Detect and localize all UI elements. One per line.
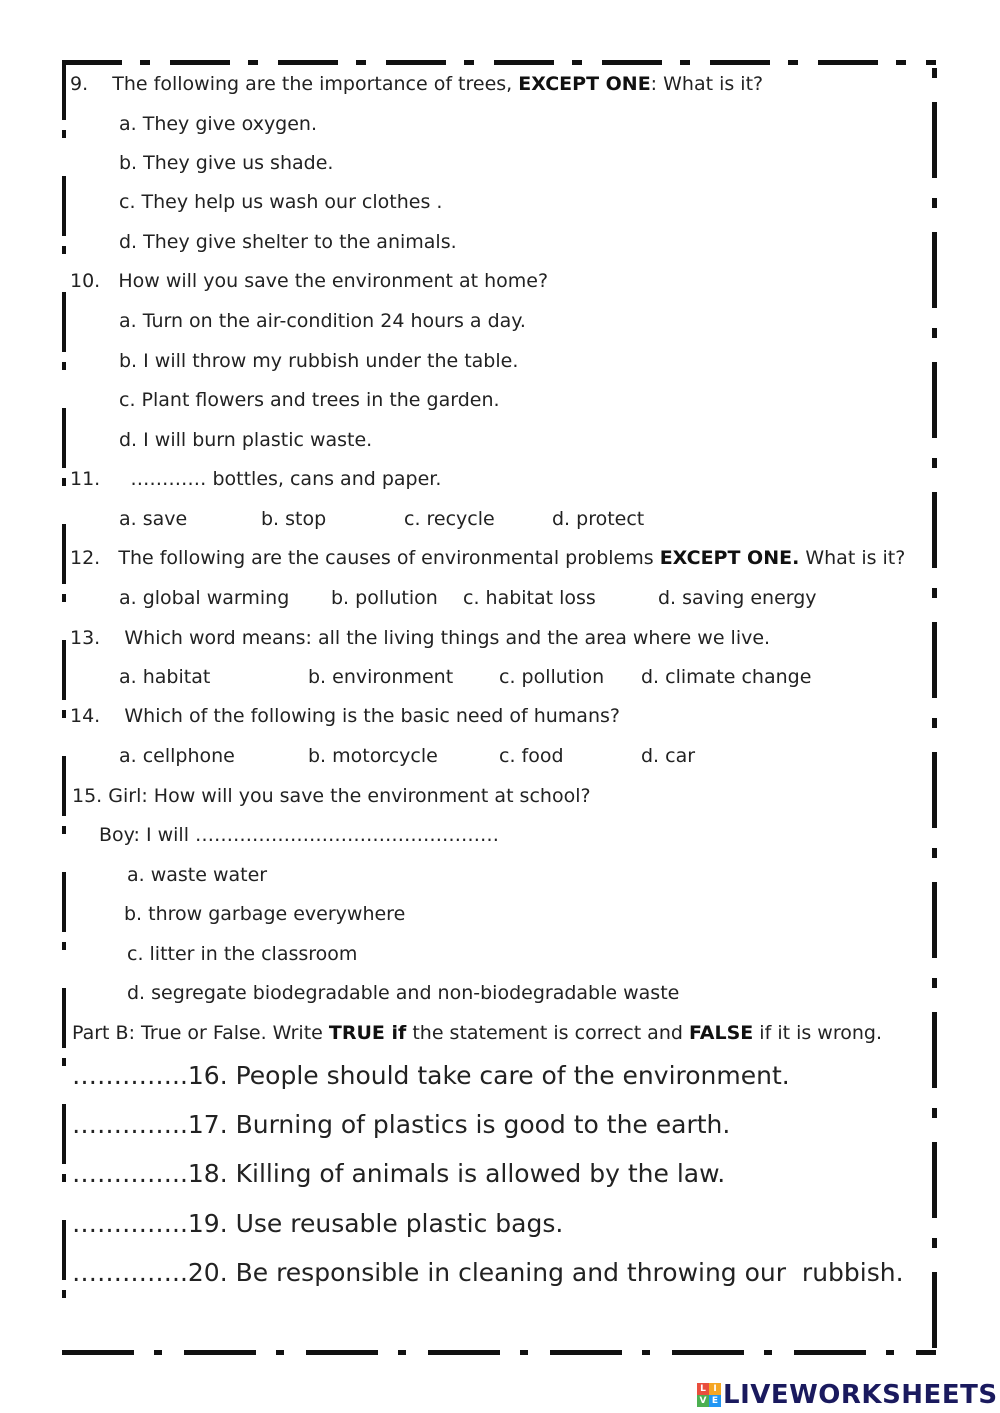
border-left <box>62 60 66 1335</box>
q12-option-a: a. global warming <box>119 587 290 609</box>
q11-option-d: d. protect <box>552 508 645 530</box>
tf-item-20: …………..20. Be responsible in cleaning and throwing our rubbish. <box>72 1258 904 1287</box>
part-b-instructions: Part B: True or False. Write TRUE if the statement is correct and FALSE if it is wrong. <box>72 1022 882 1044</box>
border-bottom <box>62 1350 936 1355</box>
border-top <box>62 60 936 65</box>
q9-option-b: b. They give us shade. <box>119 152 334 174</box>
tf-item-16: …………..16. People should take care of the environment. <box>72 1061 790 1090</box>
tf-item-19: …………..19. Use reusable plastic bags. <box>72 1209 564 1238</box>
liveworksheets-logo <box>697 1379 998 1411</box>
q15-option-d: d. segregate biodegradable and non-biodegradable waste <box>127 982 680 1004</box>
q15-option-a: a. waste water <box>127 864 268 886</box>
q11-option-b: b. stop <box>261 508 327 530</box>
q13-option-c: c. pollution <box>499 666 605 688</box>
tf-item-17: …………..17. Burning of plastics is good to the earth. <box>72 1110 731 1139</box>
q14-option-c: c. food <box>499 745 564 767</box>
q11-option-a: a. save <box>119 508 188 530</box>
q12-option-b: b. pollution <box>331 587 438 609</box>
q12-option-c: c. habitat loss <box>463 587 596 609</box>
q14-option-d: d. car <box>641 745 696 767</box>
q9-option-a: a. They give oxygen. <box>119 113 318 135</box>
q14-option-b: b. motorcycle <box>308 745 438 767</box>
q15-option-b: b. throw garbage everywhere <box>124 903 406 925</box>
q10-option-a: a. Turn on the air-condition 24 hours a day. <box>119 310 526 332</box>
q13-option-b: b. environment <box>308 666 454 688</box>
q14-option-a: a. cellphone <box>119 745 235 767</box>
q9-option-c: c. They help us wash our clothes . <box>119 191 443 213</box>
question-11: 11. ………… bottles, cans and paper. <box>70 468 442 490</box>
q12-option-d: d. saving energy <box>658 587 817 609</box>
q13-option-d: d. climate change <box>641 666 812 688</box>
q15-option-c: c. litter in the classroom <box>127 943 358 965</box>
q15-boy-line: Boy: I will ………………………………………… <box>99 824 500 846</box>
liveworksheets-wordmark: LIVEWORKSHEETS <box>723 1380 998 1410</box>
q10-option-c: c. Plant flowers and trees in the garden. <box>119 389 500 411</box>
question-15: 15. Girl: How will you save the environment at school? <box>72 785 591 807</box>
q10-option-b: b. I will throw my rubbish under the table. <box>119 350 519 372</box>
border-right <box>932 68 937 1353</box>
question-9: 9. The following are the importance of trees, EXCEPT ONE: What is it? <box>70 73 764 95</box>
q9-option-d: d. They give shelter to the animals. <box>119 231 457 253</box>
tf-item-18: …………..18. Killing of animals is allowed by the law. <box>72 1159 726 1188</box>
q13-option-a: a. habitat <box>119 666 211 688</box>
question-10: 10. How will you save the environment at home? <box>70 270 549 292</box>
q10-option-d: d. I will burn plastic waste. <box>119 429 373 451</box>
q11-option-c: c. recycle <box>404 508 495 530</box>
question-14: 14. Which of the following is the basic need of humans? <box>70 705 620 727</box>
liveworksheets-mark-icon: L I V E <box>697 1383 721 1407</box>
question-12: 12. The following are the causes of environmental problems EXCEPT ONE. What is it? <box>70 547 906 569</box>
question-13: 13. Which word means: all the living things and the area where we live. <box>70 627 771 649</box>
